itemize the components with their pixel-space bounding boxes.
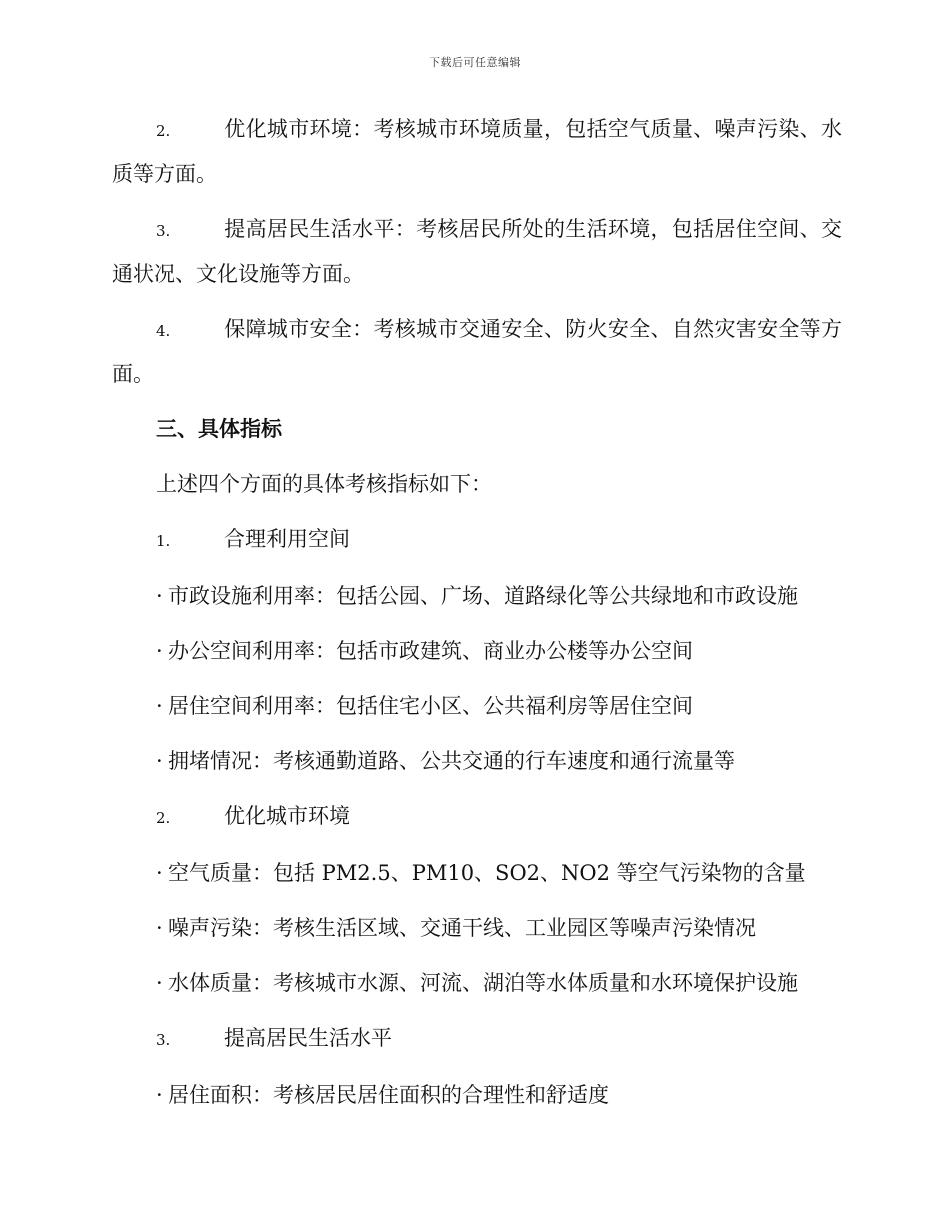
paragraph-goal-4 xyxy=(112,308,842,396)
bullet-icon: · xyxy=(156,749,163,773)
paragraph-goal-2 xyxy=(112,108,842,196)
bullet-icon: · xyxy=(156,861,163,885)
list-item-text: 空气质量：包括 PM2.5、PM10、SO2、NO2 等空气污染物的含量 xyxy=(168,861,806,885)
list-item-text: 居住空间利用率：包括住宅小区、公共福利房等居住空间 xyxy=(168,694,693,718)
bullet-icon: · xyxy=(156,694,163,718)
document-body xyxy=(112,108,842,1129)
paragraph-text: 保障城市安全：考核城市交通安全、防火安全、自然灾害安全等方面。 xyxy=(112,317,842,386)
list-item-text: 办公空间利用率：包括市政建筑、商业办公楼等办公空间 xyxy=(168,639,693,663)
list-item-text: 拥堵情况：考核通勤道路、公共交通的行车速度和通行流量等 xyxy=(168,749,735,773)
paragraph-number: 2. xyxy=(156,122,171,140)
list-item-text: 市政设施利用率：包括公园、广场、道路绿化等公共绿地和市政设施 xyxy=(168,584,798,608)
paragraph-number: 4. xyxy=(156,322,171,340)
list-item xyxy=(156,907,842,950)
list-item xyxy=(156,852,842,895)
bullet-icon: · xyxy=(156,971,163,995)
group-number: 2. xyxy=(156,809,171,827)
section-intro: 上述四个方面的具体考核指标如下： xyxy=(156,472,492,496)
paragraph-number: 3. xyxy=(156,222,171,240)
list-item xyxy=(156,575,842,618)
list-item xyxy=(156,740,842,783)
list-item-text: 噪声污染：考核生活区域、交通干线、工业园区等噪声污染情况 xyxy=(168,916,756,940)
list-item xyxy=(156,1074,842,1117)
group-title-text: 优化城市环境 xyxy=(224,804,350,828)
page-header: 下载后可任意编辑 xyxy=(429,56,521,69)
group-number: 3. xyxy=(156,1031,171,1049)
paragraph-text: 优化城市环境：考核城市环境质量，包括空气质量、噪声污染、水质等方面。 xyxy=(112,117,842,186)
group-title-text: 合理利用空间 xyxy=(224,527,350,551)
bullet-icon: · xyxy=(156,584,163,608)
paragraph-text: 提高居民生活水平：考核居民所处的生活环境，包括居住空间、交通状况、文化设施等方面。 xyxy=(112,217,842,286)
section-heading: 三、具体指标 xyxy=(156,417,282,441)
list-item xyxy=(156,962,842,1005)
list-item-text: 水体质量：考核城市水源、河流、湖泊等水体质量和水环境保护设施 xyxy=(168,971,798,995)
bullet-icon: · xyxy=(156,916,163,940)
group-title-2 xyxy=(156,795,842,840)
group-title-1 xyxy=(156,518,842,563)
list-item xyxy=(156,685,842,728)
group-title-text: 提高居民生活水平 xyxy=(224,1026,392,1050)
paragraph-goal-3 xyxy=(112,208,842,296)
list-item xyxy=(156,630,842,673)
bullet-icon: · xyxy=(156,1083,163,1107)
group-title-3 xyxy=(156,1017,842,1062)
list-item-text: 居住面积：考核居民居住面积的合理性和舒适度 xyxy=(168,1083,609,1107)
bullet-icon: · xyxy=(156,639,163,663)
group-number: 1. xyxy=(156,532,171,550)
